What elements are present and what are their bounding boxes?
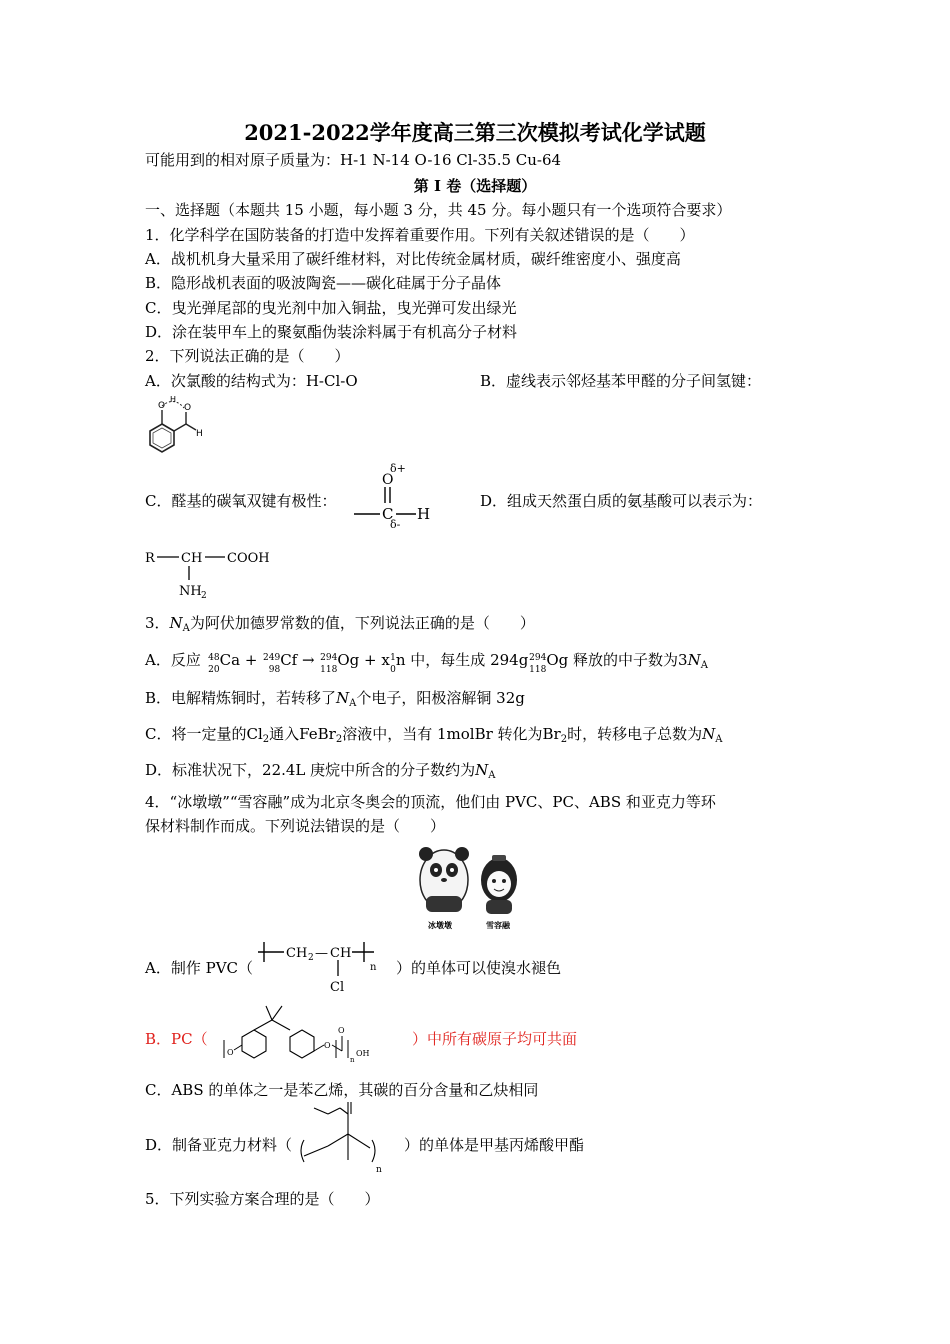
q3-stem: 3．$N_A$为阿伏加德罗常数的值，下列说法正确的是（ ）: [145, 614, 535, 634]
q2-option-a: A．次氯酸的结构式为：H-Cl-O: [145, 372, 358, 390]
q3-option-b: B．电解精炼铜时，若转移了$N_A$个电子，阳极溶解铜 32g: [145, 689, 525, 709]
instructions: 一、选择题（本题共 15 小题，每小题 3 分，共 45 分。每小题只有一个选项符合要求）: [145, 201, 732, 219]
amino-acid-structure: [145, 540, 275, 600]
svg-text:CH: CH: [286, 946, 308, 961]
svg-text:H: H: [170, 395, 177, 404]
q2-stem: 2．下列说法正确的是（ ）: [145, 347, 350, 365]
svg-text:CH: CH: [330, 946, 352, 961]
svg-text:—: —: [315, 946, 328, 961]
q1-option-c: C．曳光弹尾部的曳光剂中加入铜盐，曳光弹可发出绿光: [145, 299, 517, 317]
svg-text:H: H: [417, 505, 431, 523]
q5-stem: 5．下列实验方案合理的是（ ）: [145, 1190, 380, 1208]
svg-text:δ+: δ+: [390, 462, 406, 475]
atomic-masses: 可能用到的相对原子质量为：H-1 N-14 O-16 Cl-35.5 Cu-64: [145, 151, 562, 169]
svg-text:雪容融: 雪容融: [486, 920, 510, 930]
q4-stem-line2: 保材料制作而成。下列说法错误的是（ ）: [145, 817, 446, 835]
acrylic-structure: [292, 1098, 392, 1176]
q4-option-b-post: ）中所有碳原子均可共面: [412, 1030, 578, 1048]
q2-option-d: D．组成天然蛋白质的氨基酸可以表示为：: [480, 492, 763, 510]
svg-text:H: H: [196, 429, 203, 439]
svg-text:OH: OH: [356, 1049, 370, 1058]
hbond-structure-image: [140, 394, 220, 458]
q1-option-b: B．隐形战机表面的吸波陶瓷——碳化硅属于分子晶体: [145, 274, 502, 292]
na-symbol: N: [169, 614, 183, 632]
q4-option-a-pre: A．制作 PVC（: [145, 959, 254, 977]
q1-option-d: D．涂在装甲车上的聚氨酯伪装涂料属于有机高分子材料: [145, 323, 518, 341]
page-title: 2021-2022学年度高三第三次模拟考试化学试题: [244, 120, 706, 145]
pvc-structure: [254, 936, 394, 996]
q3-option-d: D．标准状况下，22.4L 庚烷中所含的分子数约为$N_A$: [145, 761, 496, 781]
svg-text:NH: NH: [179, 584, 202, 599]
q3-option-c: C．将一定量的$Cl_2$通入FeBr$_2$溶液中，当有 1molBr 转化为$Br_2$时，转移电子总数为$N_A$: [145, 725, 723, 745]
svg-text:COOH: COOH: [227, 551, 270, 566]
svg-text:R: R: [145, 551, 155, 566]
olympic-mascots-image: [414, 840, 532, 932]
svg-text:C: C: [382, 505, 394, 523]
svg-text:n: n: [370, 962, 377, 973]
svg-text:O: O: [382, 472, 394, 488]
svg-text:Cl: Cl: [330, 980, 345, 995]
svg-text:O: O: [184, 403, 192, 413]
svg-text:2: 2: [201, 591, 207, 601]
q1-stem: 1．化学科学在国防装备的打造中发挥着重要作用。下列有关叙述错误的是（ ）: [145, 226, 695, 244]
pc-structure: [220, 1000, 408, 1064]
section-heading: 第 I 卷（选择题）: [413, 177, 537, 195]
q4-option-a-post: ）的单体可以使溴水褪色: [396, 959, 562, 977]
q4-option-b-pre: B．PC（: [145, 1030, 208, 1048]
aldehyde-polarity-structure: [352, 460, 442, 530]
q4-option-c: C．ABS 的单体之一是苯乙烯，其碳的百分含量和乙炔相同: [145, 1081, 539, 1099]
svg-text:O: O: [227, 1048, 234, 1057]
q4-option-d-pre: D．制备亚克力材料（: [145, 1136, 293, 1154]
svg-text:CH: CH: [181, 551, 203, 566]
q2-option-c: C．醛基的碳氧双键有极性：: [145, 492, 337, 510]
svg-text:冰墩墩: 冰墩墩: [428, 920, 452, 930]
q3-option-a: A．反应 48 20 Ca + 249 98 Cf → 294 118 Og + x 1 0 n 中，每生成 294g 294 118 Og 释放的中子数为$3N_A$: [145, 651, 708, 675]
svg-text:O: O: [324, 1041, 331, 1050]
svg-text:n: n: [376, 1165, 382, 1175]
q1-option-a: A．战机机身大量采用了碳纤维材料，对比传统金属材质，碳纤维密度小、强度高: [145, 250, 681, 268]
svg-text:O: O: [158, 401, 166, 411]
svg-text:n: n: [350, 1056, 355, 1064]
svg-text:O: O: [338, 1026, 345, 1035]
q4-stem-line1: 4．“冰墩墩”“雪容融”成为北京冬奥会的顶流，他们由 PVC、PC、ABS 和亚克力等环: [145, 793, 716, 811]
svg-text:2: 2: [308, 953, 314, 963]
svg-text:δ-: δ-: [390, 518, 401, 531]
q2-option-b: B．虚线表示邻烃基苯甲醛的分子间氢键：: [480, 372, 762, 390]
q4-option-d-post: ）的单体是甲基丙烯酸甲酯: [404, 1136, 585, 1154]
